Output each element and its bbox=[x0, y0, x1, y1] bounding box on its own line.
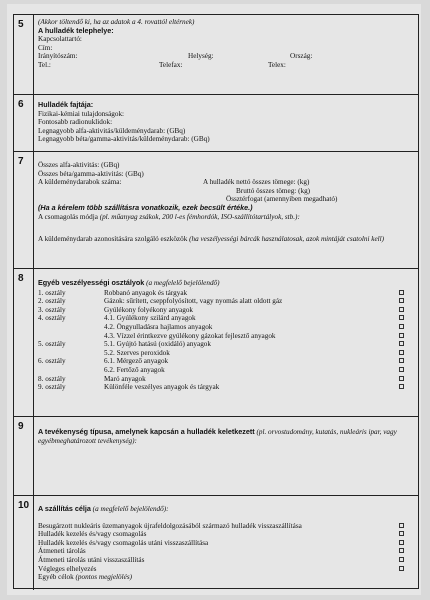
section-5 bbox=[14, 15, 418, 94]
identification-note: (ha veszélyességi bárcák használatosak, azok mintáját csatolni kell) bbox=[189, 235, 385, 244]
address-field[interactable]: Cím: bbox=[38, 43, 53, 52]
telex-field[interactable]: Telex: bbox=[268, 60, 286, 69]
hazard-class-checkbox[interactable] bbox=[399, 315, 404, 320]
hazard-class-description: 6.1. Mérgező anyagok bbox=[104, 357, 169, 366]
hazard-class-description: 4.3. Vízzel érintkezve gyúlékony gázokat fejlesztő anyagok bbox=[104, 331, 276, 340]
purpose-list bbox=[38, 522, 414, 574]
hazard-class-row bbox=[38, 366, 414, 375]
hazard-class-row bbox=[38, 340, 414, 349]
hazard-class-description: Gyúlékony folyékony anyagok bbox=[104, 305, 194, 314]
form-table bbox=[13, 14, 419, 589]
hazard-class-description: 4.1. Gyúlékony szilárd anyagok bbox=[104, 314, 196, 323]
hazard-class-checkbox[interactable] bbox=[399, 341, 404, 346]
hazard-class-row bbox=[38, 314, 414, 323]
section-5-note: (Akkor töltendő ki, ha az adatok a 4. rovattól eltérnek) bbox=[38, 18, 195, 26]
hazard-class-description: Maró anyagok bbox=[104, 374, 146, 383]
purpose-row bbox=[38, 522, 414, 531]
section-9-note: (pl. orvostudomány, kutatás, nukleáris ipar, vagy egyébmeghatározott tevékenység): bbox=[38, 428, 397, 445]
max-alpha-field[interactable]: Legnagyobb alfa-aktivitás/küldeménydarab: (GBq) bbox=[38, 126, 186, 135]
zip-field[interactable]: Irányítószám: bbox=[38, 52, 78, 61]
packaging-label: A csomagolás módja bbox=[38, 212, 98, 221]
purpose-label: Végleges elhelyezés bbox=[38, 564, 97, 573]
section-8-title: Egyéb veszélyességi osztályok bbox=[38, 278, 145, 287]
hazard-class-label: 4. osztály bbox=[38, 314, 66, 323]
package-count-field[interactable]: A küldeménydarabok száma: bbox=[38, 178, 122, 187]
hazard-class-checkbox[interactable] bbox=[399, 350, 404, 355]
section-9 bbox=[14, 416, 418, 495]
hazard-class-description: Robbanó anyagok és tárgyak bbox=[104, 288, 188, 297]
hazard-class-row bbox=[38, 323, 414, 332]
purpose-checkbox[interactable] bbox=[399, 557, 404, 562]
radionuclides-field[interactable]: Fontosabb radionuklidok: bbox=[38, 118, 113, 127]
hazard-class-checkbox[interactable] bbox=[399, 298, 404, 303]
packaging-note: (pl. műanyag zsákok, 200 l-es fémhordók, ISO-szállítótartályok, stb.): bbox=[99, 212, 300, 221]
total-beta-gamma-field[interactable]: Összes béta/gamma-aktivitás: (GBq) bbox=[38, 169, 144, 178]
purpose-checkbox[interactable] bbox=[399, 523, 404, 528]
total-alpha-field[interactable]: Összes alfa-aktivitás: (GBq) bbox=[38, 161, 120, 169]
section-number: 8 bbox=[14, 269, 34, 416]
hazard-class-label: 5. osztály bbox=[38, 340, 66, 349]
max-beta-gamma-field[interactable]: Legnagyobb béta/gamma-aktivitás/küldeménydarab: (GBq) bbox=[38, 135, 210, 144]
section-10 bbox=[14, 495, 418, 590]
section-10-title: A szállítás célja bbox=[38, 504, 91, 513]
net-mass-field[interactable]: A hulladék nettó összes tömege: (kg) bbox=[203, 178, 310, 187]
section-5-title: A hulladék telephelye: bbox=[38, 25, 114, 35]
hazard-class-description: Különféle veszélyes anyagok és tárgyak bbox=[104, 383, 220, 392]
hazard-class-row bbox=[38, 332, 414, 341]
section-6 bbox=[14, 94, 418, 151]
tel-field[interactable]: Tel.: bbox=[38, 60, 51, 69]
hazard-class-checkbox[interactable] bbox=[399, 376, 404, 381]
purpose-label: Besugárzott nukleáris üzemanyagok újrafeldolgozásából származó hulladék visszaszállítása bbox=[38, 521, 302, 530]
purpose-row bbox=[38, 565, 414, 574]
hazard-class-row bbox=[38, 349, 414, 358]
contact-field[interactable]: Kapcsolattartó: bbox=[38, 35, 82, 44]
hazard-class-label: 8. osztály bbox=[38, 374, 66, 383]
hazard-class-description: 5.2. Szerves peroxidok bbox=[104, 348, 170, 357]
hazard-class-list bbox=[38, 289, 414, 392]
hazard-class-checkbox[interactable] bbox=[399, 333, 404, 338]
country-field[interactable]: Ország: bbox=[290, 52, 313, 61]
hazard-class-checkbox[interactable] bbox=[399, 307, 404, 312]
section-number: 9 bbox=[14, 417, 34, 495]
hazard-class-checkbox[interactable] bbox=[399, 367, 404, 372]
hazard-class-description: Gázok: sűrített, cseppfolyósított, vagy nyomás alatt oldott gáz bbox=[104, 297, 283, 306]
hazard-class-label: 6. osztály bbox=[38, 357, 66, 366]
hazard-class-description: 4.2. Öngyulladásra hajlamos anyagok bbox=[104, 322, 213, 331]
purpose-label: Hulladék kezelés és/vagy csomagolás utáni visszaszállítása bbox=[38, 538, 209, 547]
section-8 bbox=[14, 268, 418, 416]
hazard-class-row bbox=[38, 375, 414, 384]
purpose-row bbox=[38, 539, 414, 548]
section-number: 5 bbox=[14, 15, 34, 94]
other-purpose-note: (pontos megjelölés) bbox=[75, 573, 133, 582]
section-8-title-note: (a megfelelő bejelölendő) bbox=[146, 279, 220, 287]
hazard-class-description: 5.1. Gyújtó hatású (oxidáló) anyagok bbox=[104, 340, 211, 349]
hazard-class-row bbox=[38, 383, 414, 392]
city-field[interactable]: Helység: bbox=[188, 52, 214, 61]
section-number: 6 bbox=[14, 95, 34, 151]
identification-label: A küldeménydarab azonosítására szolgáló eszközök bbox=[38, 235, 188, 244]
section-number: 7 bbox=[14, 152, 34, 268]
other-purpose-label: Egyéb célok bbox=[38, 573, 74, 582]
section-7 bbox=[14, 151, 418, 268]
hazard-class-checkbox[interactable] bbox=[399, 384, 404, 389]
hazard-class-checkbox[interactable] bbox=[399, 358, 404, 363]
physchem-field[interactable]: Fizikai-kémiai tulajdonságok: bbox=[38, 109, 125, 118]
hazard-class-row bbox=[38, 297, 414, 306]
gross-mass-field[interactable]: Bruttó összes tömeg: (kg) bbox=[236, 186, 311, 195]
purpose-checkbox[interactable] bbox=[399, 540, 404, 545]
hazard-class-row bbox=[38, 306, 414, 315]
hazard-class-checkbox[interactable] bbox=[399, 290, 404, 295]
purpose-row bbox=[38, 530, 414, 539]
purpose-label: Átmeneti tárolás utáni visszaszállítás bbox=[38, 555, 145, 564]
purpose-checkbox[interactable] bbox=[399, 566, 404, 571]
form-page bbox=[7, 4, 421, 595]
section-9-title: A tevékenység típusa, amelynek kapcsán a hulladék keletkezett bbox=[38, 427, 255, 436]
section-7-note: (Ha a kérelem több szállításra vonatkozik, ezek becsült értéke.) bbox=[38, 202, 253, 212]
hazard-class-description: 6.2. Fertőző anyagok bbox=[104, 365, 165, 374]
hazard-class-row bbox=[38, 357, 414, 366]
purpose-checkbox[interactable] bbox=[399, 548, 404, 553]
hazard-class-label: 9. osztály bbox=[38, 383, 66, 392]
hazard-class-label: 1. osztály bbox=[38, 288, 66, 297]
hazard-class-label: 2. osztály bbox=[38, 297, 66, 306]
section-number: 10 bbox=[14, 496, 34, 590]
section-10-title-note: (a megfelelő bejelölendő): bbox=[92, 505, 169, 513]
fax-field[interactable]: Telefax: bbox=[159, 60, 183, 69]
hazard-class-label: 3. osztály bbox=[38, 305, 66, 314]
purpose-checkbox[interactable] bbox=[399, 531, 404, 536]
purpose-row bbox=[38, 547, 414, 556]
hazard-class-checkbox[interactable] bbox=[399, 324, 404, 329]
hazard-class-row bbox=[38, 289, 414, 298]
purpose-label: Átmeneti tárolás bbox=[38, 547, 86, 556]
purpose-label: Hulladék kezelés és/vagy csomagolás bbox=[38, 530, 147, 539]
section-6-title: Hulladék fajtája: bbox=[38, 100, 94, 109]
purpose-row bbox=[38, 556, 414, 565]
volume-field[interactable]: Össztérfogat (amennyiben megadható) bbox=[226, 195, 338, 204]
